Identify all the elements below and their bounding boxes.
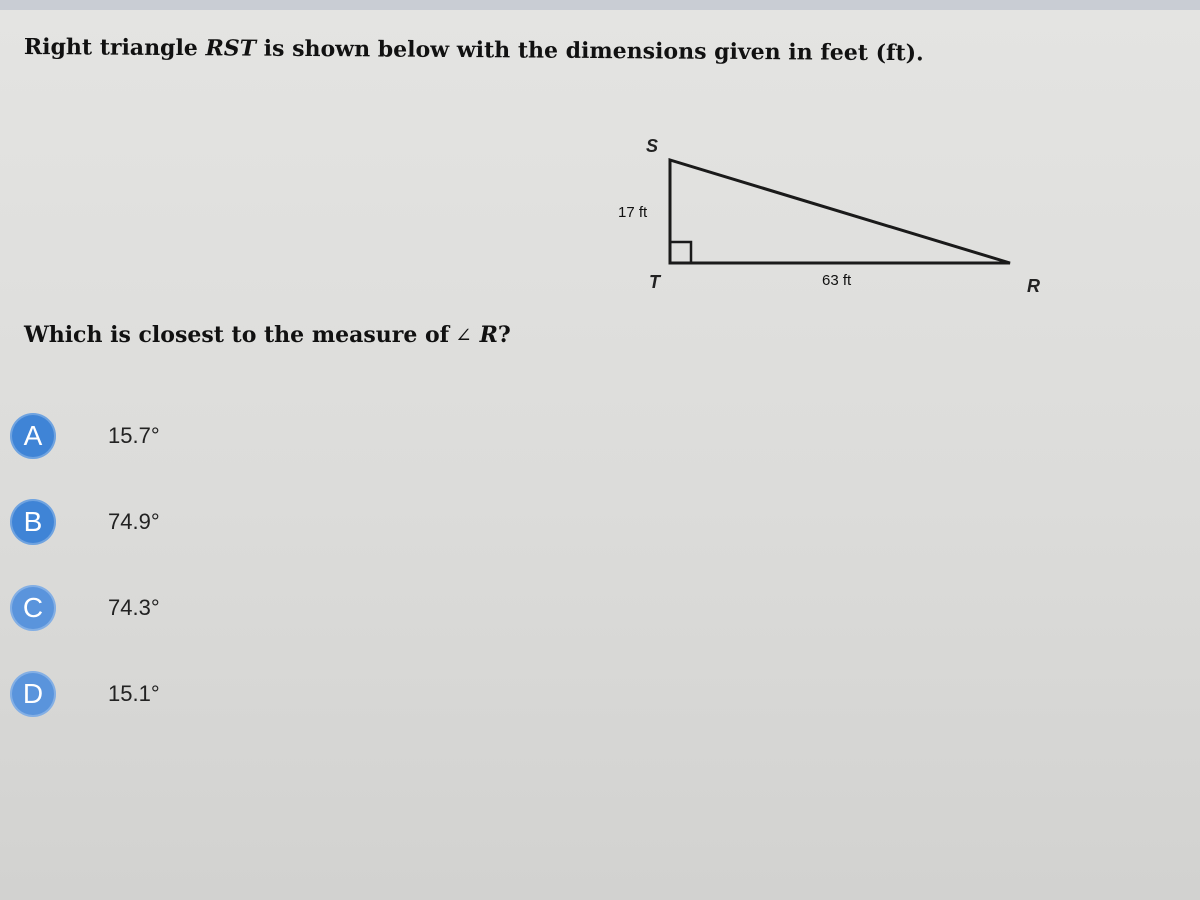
angle-symbol: ∠ (455, 323, 472, 347)
side-tr-label: 63 ft (822, 272, 852, 289)
triangle-rst (670, 160, 1010, 263)
choice-c[interactable] (10, 584, 160, 632)
prompt-before: Right triangle (23, 34, 206, 62)
problem-statement (24, 34, 924, 66)
vertex-t-label: T (649, 272, 660, 292)
top-bar (0, 0, 1200, 10)
choice-b[interactable] (10, 498, 160, 546)
triangle-diagram (600, 125, 1070, 305)
choice-d[interactable] (10, 670, 160, 718)
triangle-svg (600, 125, 1070, 305)
prompt-after: is shown below with the dimensions given in feet (ft). (255, 35, 924, 67)
choice-b-badge[interactable]: B (10, 499, 56, 545)
choice-c-badge[interactable]: C (10, 585, 56, 631)
angle-variable: R (479, 322, 498, 348)
side-st-label: 17 ft (618, 204, 648, 221)
choice-c-text: 74.3° (108, 595, 160, 620)
vertex-r-label: R (1027, 276, 1040, 296)
vertex-s-label: S (646, 136, 659, 156)
choice-d-badge[interactable]: D (10, 671, 56, 717)
choice-d-text: 15.1° (108, 681, 160, 706)
choice-a-text: 15.7° (108, 423, 160, 448)
right-angle-marker (670, 242, 691, 263)
choice-a[interactable] (10, 412, 160, 460)
choice-a-badge[interactable]: A (10, 413, 56, 459)
question-stem: Which is closest to the measure of (24, 322, 450, 348)
triangle-name: RST (205, 35, 257, 62)
question-text (24, 322, 511, 348)
question-mark: ? (497, 322, 511, 348)
choice-b-text: 74.9° (108, 509, 160, 534)
